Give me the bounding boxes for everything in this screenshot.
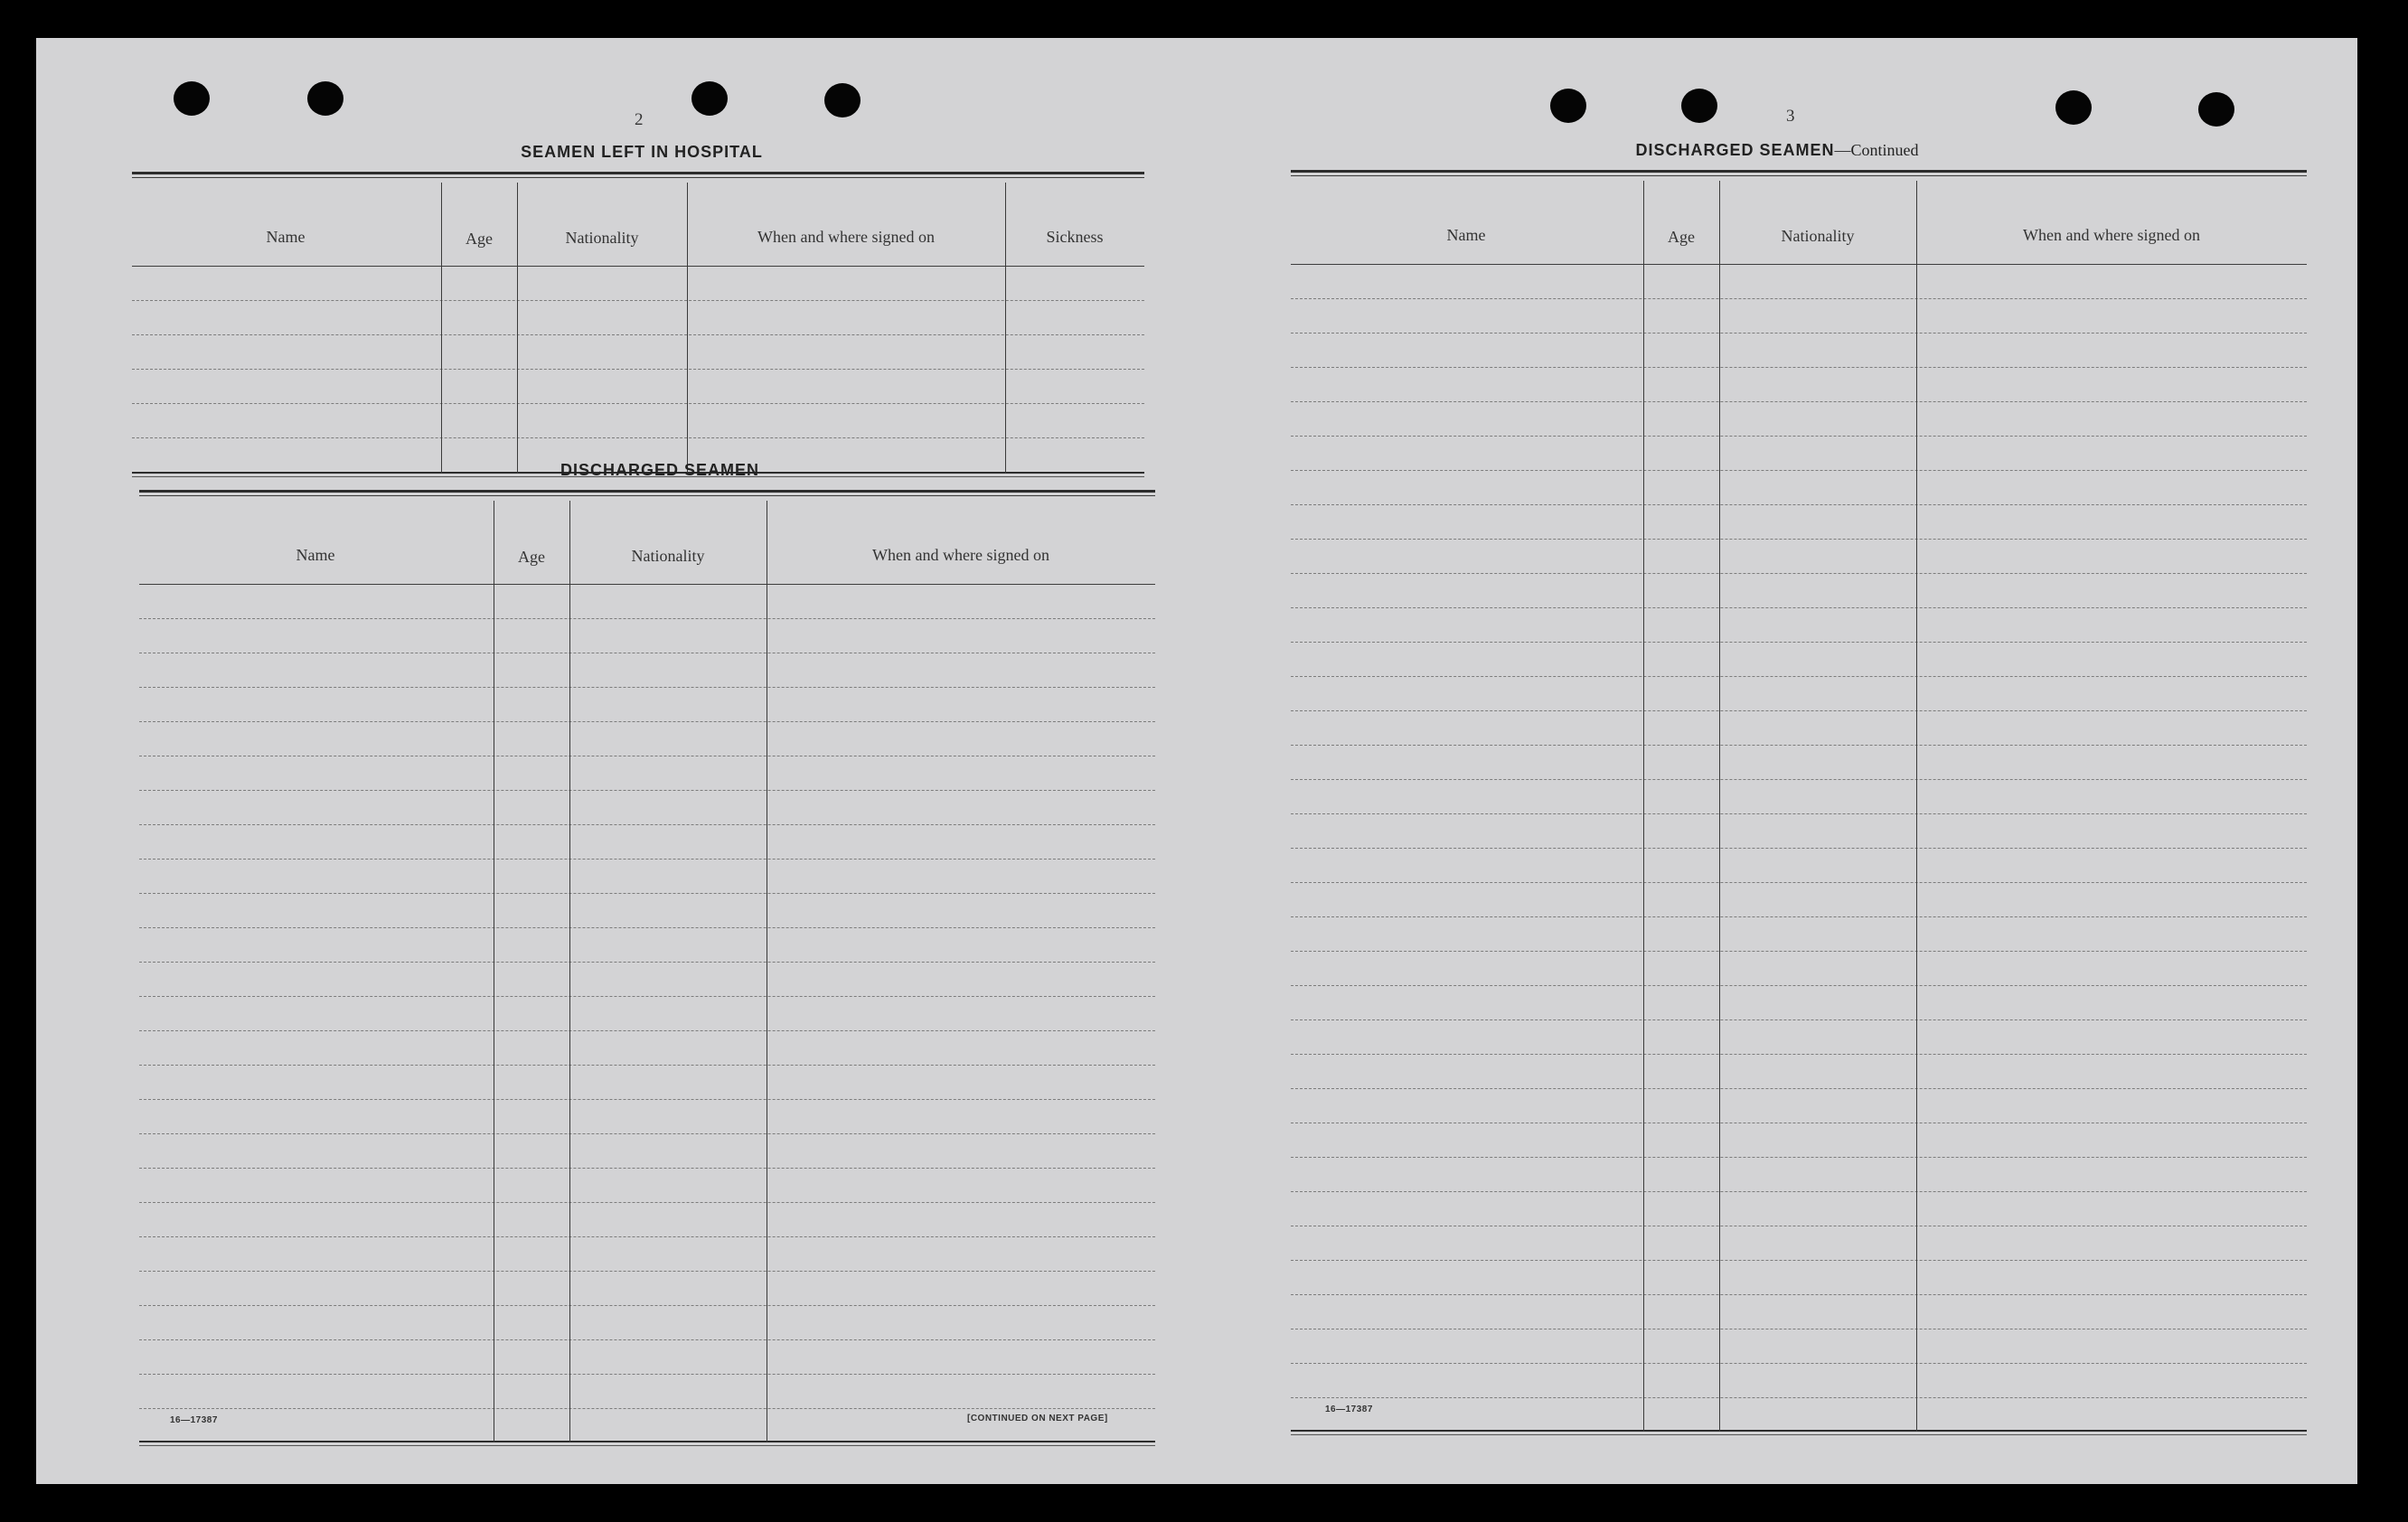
column-header-nationality: Nationality [631, 547, 705, 565]
discharged-table [139, 490, 1155, 1448]
column-header-signed-on: When and where signed on [872, 546, 1049, 564]
punch-hole [824, 83, 861, 117]
table-row-line [1291, 779, 2307, 780]
punch-hole [2055, 90, 2092, 125]
table-row-line [132, 403, 1144, 404]
table-row-line [1291, 985, 2307, 986]
table-row-line [1291, 882, 2307, 883]
column-divider [569, 501, 570, 1442]
table-row-line [139, 1065, 1155, 1066]
discharged-section-title: DISCHARGED SEAMEN [560, 461, 760, 479]
discharged-continued-table [1291, 170, 2307, 1435]
column-header-name: Name [266, 228, 306, 246]
punch-hole [307, 81, 343, 116]
table-row-line [139, 962, 1155, 963]
table-row-line [132, 369, 1144, 370]
table-row-line [139, 927, 1155, 928]
page-number: 2 [635, 110, 644, 129]
section-title-main: DISCHARGED SEAMEN [1635, 141, 1835, 159]
table-row-line [1291, 470, 2307, 471]
table-row-line [1291, 504, 2307, 505]
table-top-rule [139, 490, 1155, 493]
column-divider [687, 183, 688, 474]
table-bottom-rule [1291, 1430, 2307, 1432]
table-bottom-rule [139, 1445, 1155, 1446]
form-sheet [36, 38, 2357, 1484]
table-row-line [1291, 676, 2307, 677]
header-rule [132, 266, 1144, 267]
table-row-line [1291, 298, 2307, 299]
table-row-line [1291, 539, 2307, 540]
table-row-line [139, 1339, 1155, 1340]
column-header-nationality: Nationality [1781, 227, 1855, 245]
form-number: 16—17387 [1325, 1405, 1373, 1414]
punch-hole [1681, 89, 1717, 123]
table-row-line [1291, 436, 2307, 437]
column-header-name: Name [296, 546, 335, 564]
table-row-line [1291, 745, 2307, 746]
table-row-line [139, 687, 1155, 688]
header-rule [1291, 264, 2307, 265]
table-row-line [1291, 367, 2307, 368]
table-row-line [1291, 607, 2307, 608]
table-row-line [1291, 951, 2307, 952]
punch-hole [1550, 89, 1586, 123]
table-row-line [139, 1374, 1155, 1375]
column-divider [1719, 181, 1720, 1432]
table-row-line [139, 1030, 1155, 1031]
column-divider [1643, 181, 1644, 1432]
column-header-nationality: Nationality [565, 229, 639, 247]
table-row-line [139, 824, 1155, 825]
table-row-line [1291, 333, 2307, 334]
page-number: 3 [1786, 107, 1795, 126]
column-divider [1005, 183, 1006, 474]
section-title-suffix: —Continued [1834, 141, 1919, 159]
table-row-line [1291, 916, 2307, 917]
column-divider [1916, 181, 1917, 1432]
table-row-line [139, 1305, 1155, 1306]
table-row-line [132, 437, 1144, 438]
table-row-line [1291, 710, 2307, 711]
table-row-line [139, 721, 1155, 722]
table-row-line [139, 1133, 1155, 1134]
column-header-signed-on: When and where signed on [757, 228, 935, 246]
column-header-signed-on: When and where signed on [2023, 226, 2200, 244]
table-row-line [132, 300, 1144, 301]
column-divider [441, 183, 442, 474]
column-header-age: Age [1668, 228, 1695, 246]
column-header-age: Age [518, 548, 545, 566]
hospital-table [132, 172, 1144, 477]
table-row-line [139, 1408, 1155, 1409]
table-row-line [139, 996, 1155, 997]
table-row-line [1291, 573, 2307, 574]
hospital-section-title: SEAMEN LEFT IN HOSPITAL [521, 143, 763, 161]
table-row-line [139, 1202, 1155, 1203]
table-row-line [139, 618, 1155, 619]
table-top-rule [132, 172, 1144, 174]
table-row-line [1291, 1157, 2307, 1158]
table-row-line [1291, 813, 2307, 814]
table-row-line [1291, 1294, 2307, 1295]
table-row-line [139, 1168, 1155, 1169]
table-row-line [1291, 1191, 2307, 1192]
table-bottom-rule [1291, 1434, 2307, 1435]
table-row-line [139, 1271, 1155, 1272]
continued-note: [CONTINUED ON NEXT PAGE] [967, 1414, 1108, 1423]
table-row-line [1291, 1363, 2307, 1364]
table-row-line [1291, 1019, 2307, 1020]
table-row-line [1291, 1260, 2307, 1261]
punch-hole [2198, 92, 2234, 127]
header-rule [139, 584, 1155, 585]
table-row-line [139, 859, 1155, 860]
table-row-line [132, 334, 1144, 335]
column-divider [517, 183, 518, 474]
table-row-line [1291, 401, 2307, 402]
table-top-rule [132, 177, 1144, 178]
punch-hole [691, 81, 728, 116]
column-header-name: Name [1446, 226, 1486, 244]
table-row-line [1291, 642, 2307, 643]
table-row-line [1291, 1054, 2307, 1055]
column-header-age: Age [466, 230, 493, 248]
table-row-line [139, 1099, 1155, 1100]
table-top-rule [1291, 175, 2307, 176]
form-number: 16—17387 [170, 1415, 218, 1425]
table-row-line [1291, 1088, 2307, 1089]
table-row-line [139, 893, 1155, 894]
table-row-line [1291, 1397, 2307, 1398]
table-row-line [139, 790, 1155, 791]
table-row-line [139, 1236, 1155, 1237]
table-row-line [1291, 848, 2307, 849]
table-bottom-rule [139, 1441, 1155, 1442]
table-top-rule [139, 495, 1155, 496]
table-top-rule [1291, 170, 2307, 173]
column-header-sickness: Sickness [1046, 228, 1104, 246]
punch-hole [174, 81, 210, 116]
discharged-continued-title [1635, 141, 1918, 160]
